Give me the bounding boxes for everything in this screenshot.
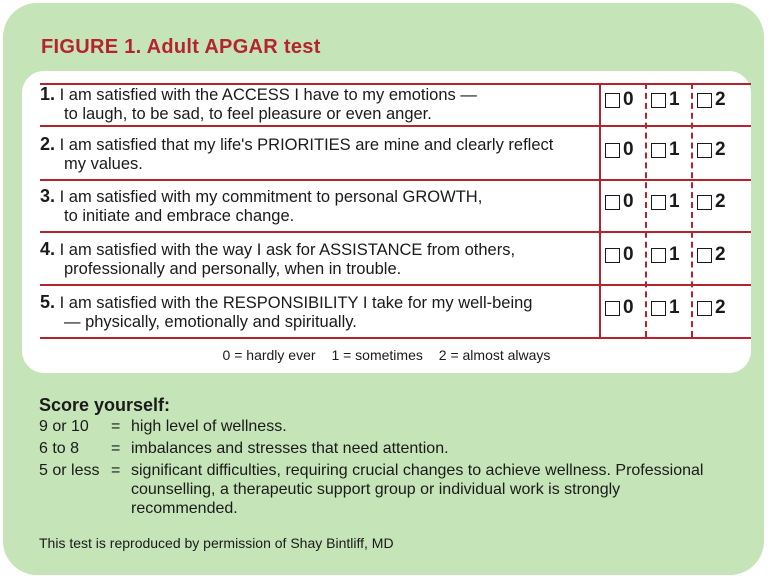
column-divider-dashed — [645, 83, 647, 337]
checkbox[interactable] — [697, 195, 712, 210]
checkbox[interactable] — [605, 248, 620, 263]
checkbox[interactable] — [651, 301, 666, 316]
option-label: 0 — [623, 139, 634, 160]
checkbox[interactable] — [697, 248, 712, 263]
question-text-line2: to laugh, to be sad, to feel pleasure or even anger. — [64, 105, 432, 123]
question-text-line1: I am satisfied with the way I ask for ASSISTANCE from others, — [59, 241, 516, 259]
question-text-line1: I am satisfied with my commitment to personal GROWTH, — [59, 188, 483, 206]
question-number: 1. — [40, 84, 56, 104]
checkbox[interactable] — [697, 301, 712, 316]
divider — [40, 337, 751, 339]
option-3-2[interactable] — [697, 191, 726, 213]
checkbox[interactable] — [651, 248, 666, 263]
score-range: 6 to 8 — [39, 440, 80, 457]
question-4 — [40, 240, 600, 279]
score-equals: = — [111, 462, 121, 479]
score-description: high level of wellness. — [131, 418, 287, 435]
question-text-line1: I am satisfied with the RESPONSIBILITY I take for my well-being — [59, 294, 533, 312]
option-5-1[interactable] — [651, 297, 680, 319]
checkbox[interactable] — [697, 93, 712, 108]
checkbox[interactable] — [605, 143, 620, 158]
option-label: 2 — [715, 191, 726, 212]
option-2-0[interactable] — [605, 139, 634, 161]
option-label: 2 — [715, 244, 726, 265]
question-text-line1: I am satisfied that my life's PRIORITIES are mine and clearly reflect — [59, 136, 554, 154]
question-3 — [40, 187, 600, 226]
question-text-line1: I am satisfied with the ACCESS I have to my emotions — — [59, 86, 477, 104]
option-label: 1 — [669, 89, 680, 110]
figure-title: FIGURE 1. Adult APGAR test — [41, 36, 321, 58]
option-1-1[interactable] — [651, 89, 680, 111]
question-number: 5. — [40, 292, 56, 312]
option-4-1[interactable] — [651, 244, 680, 266]
score-description: imbalances and stresses that need attention. — [131, 440, 449, 457]
question-5 — [40, 293, 600, 332]
question-number: 4. — [40, 239, 56, 259]
option-5-2[interactable] — [697, 297, 726, 319]
option-label: 2 — [715, 89, 726, 110]
score-row — [39, 417, 731, 436]
option-5-0[interactable] — [605, 297, 634, 319]
option-4-0[interactable] — [605, 244, 634, 266]
questionnaire-panel — [22, 71, 751, 373]
option-label: 0 — [623, 244, 634, 265]
column-divider — [599, 83, 601, 337]
score-row — [39, 439, 731, 458]
question-text-line2: my values. — [64, 155, 143, 173]
option-3-1[interactable] — [651, 191, 680, 213]
option-label: 0 — [623, 297, 634, 318]
option-label: 2 — [715, 297, 726, 318]
permission-credit: This test is reproduced by permission of Shay Bintliff, MD — [39, 535, 394, 551]
option-label: 1 — [669, 244, 680, 265]
question-number: 3. — [40, 186, 56, 206]
question-text-line2: to initiate and embrace change. — [64, 207, 295, 225]
question-1 — [40, 85, 600, 124]
checkbox[interactable] — [651, 93, 666, 108]
option-2-1[interactable] — [651, 139, 680, 161]
score-description: significant difficulties, requiring crucial changes to achieve wellness. Professional counselling, a therapeutic support group or individual work is strongly recommended. — [131, 462, 704, 517]
apgar-card — [3, 3, 764, 575]
score-row — [39, 461, 731, 518]
option-label: 1 — [669, 297, 680, 318]
legend-0: 0 = hardly ever — [222, 347, 316, 363]
checkbox[interactable] — [697, 143, 712, 158]
option-label: 1 — [669, 139, 680, 160]
checkbox[interactable] — [605, 195, 620, 210]
checkbox[interactable] — [605, 301, 620, 316]
option-2-2[interactable] — [697, 139, 726, 161]
question-number: 2. — [40, 134, 56, 154]
score-range: 9 or 10 — [39, 418, 89, 435]
checkbox[interactable] — [651, 195, 666, 210]
option-label: 1 — [669, 191, 680, 212]
option-3-0[interactable] — [605, 191, 634, 213]
question-text-line2: professionally and personally, when in trouble. — [64, 260, 402, 278]
legend-1: 1 = sometimes — [331, 347, 423, 363]
score-equals: = — [111, 440, 121, 457]
score-heading: Score yourself: — [39, 395, 171, 415]
legend-2: 2 = almost always — [438, 347, 551, 363]
score-range: 5 or less — [39, 462, 100, 479]
option-label: 0 — [623, 89, 634, 110]
option-label: 2 — [715, 139, 726, 160]
question-text-line2: — physically, emotionally and spiritually. — [64, 313, 357, 331]
score-equals: = — [111, 418, 121, 435]
option-1-2[interactable] — [697, 89, 726, 111]
question-2 — [40, 135, 600, 174]
score-legend — [22, 347, 751, 363]
column-divider-dashed — [691, 83, 693, 337]
checkbox[interactable] — [605, 93, 620, 108]
option-1-0[interactable] — [605, 89, 634, 111]
option-label: 0 — [623, 191, 634, 212]
checkbox[interactable] — [651, 143, 666, 158]
option-4-2[interactable] — [697, 244, 726, 266]
